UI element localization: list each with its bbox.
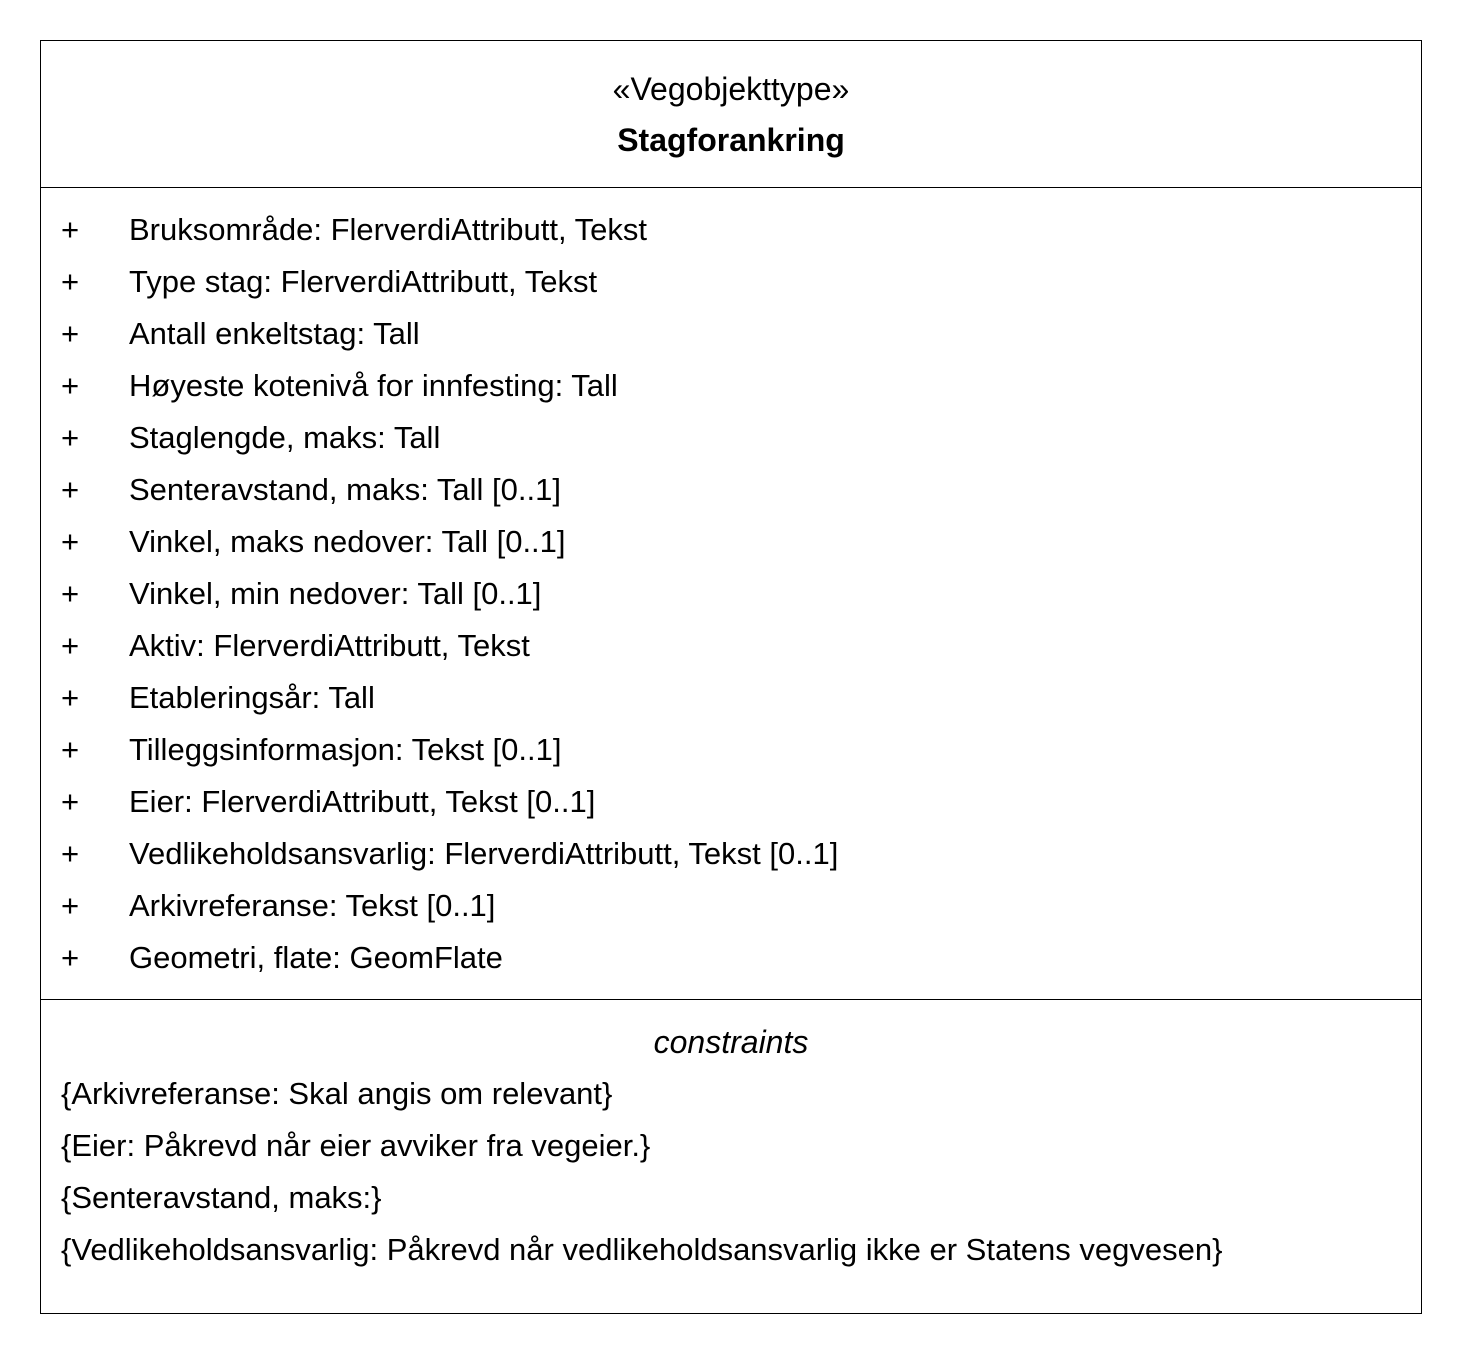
attribute-text: Staglengde, maks: Tall [129,420,441,455]
attribute-text: Arkivreferanse: Tekst [0..1] [129,888,496,923]
attribute-row [41,360,1421,412]
attribute-visibility: + [61,628,80,663]
class-stereotype: «Vegobjekttype» [612,71,850,107]
class-name: Stagforankring [617,122,845,158]
attribute-visibility: + [61,368,80,403]
constraint-item: {Eier: Påkrevd når eier avviker fra vegeier.} [61,1128,651,1163]
attribute-visibility: + [61,264,80,299]
attribute-text: Antall enkeltstag: Tall [129,316,420,351]
attribute-text: Type stag: FlerverdiAttributt, Tekst [129,264,598,299]
attribute-visibility: + [61,212,80,247]
attribute-text: Etableringsår: Tall [129,680,375,715]
attribute-row [41,672,1421,724]
attribute-visibility: + [61,420,80,455]
attribute-row [41,308,1421,360]
attribute-text: Aktiv: FlerverdiAttributt, Tekst [129,628,530,663]
attribute-row [41,204,1421,256]
constraint-item: {Vedlikeholdsansvarlig: Påkrevd når vedlikeholdsansvarlig ikke er Statens vegvesen} [61,1232,1223,1267]
attribute-visibility: + [61,732,80,767]
attribute-text: Eier: FlerverdiAttributt, Tekst [0..1] [129,784,596,819]
attribute-row [41,568,1421,620]
constraint-item: {Arkivreferanse: Skal angis om relevant} [61,1076,613,1111]
attribute-visibility: + [61,836,80,871]
attribute-text: Bruksområde: FlerverdiAttributt, Tekst [129,212,647,247]
attribute-row [41,776,1421,828]
attribute-visibility: + [61,472,80,507]
attribute-compartment [41,188,1421,1000]
attribute-text: Vinkel, maks nedover: Tall [0..1] [129,524,566,559]
attribute-visibility: + [61,316,80,351]
attribute-row [41,828,1421,880]
attribute-visibility: + [61,576,80,611]
attribute-visibility: + [61,784,80,819]
attribute-visibility: + [61,680,80,715]
constraint-item: {Senteravstand, maks:} [61,1180,382,1215]
attribute-row [41,464,1421,516]
constraints-title: constraints [653,1024,809,1060]
attribute-row [41,932,1421,984]
attribute-text: Senteravstand, maks: Tall [0..1] [129,472,561,507]
attribute-visibility: + [61,940,80,975]
class-header [41,41,1421,188]
attribute-row [41,880,1421,932]
attribute-text: Tilleggsinformasjon: Tekst [0..1] [129,732,562,767]
attribute-row [41,620,1421,672]
attribute-text: Geometri, flate: GeomFlate [129,940,503,975]
attribute-row [41,256,1421,308]
attribute-text: Vedlikeholdsansvarlig: FlerverdiAttributt, Tekst [0..1] [129,836,839,871]
attribute-row [41,516,1421,568]
attribute-text: Vinkel, min nedover: Tall [0..1] [129,576,542,611]
attribute-row [41,724,1421,776]
uml-class-box [40,40,1422,1314]
attribute-row [41,412,1421,464]
attribute-visibility: + [61,524,80,559]
attribute-visibility: + [61,888,80,923]
attribute-text: Høyeste kotenivå for innfesting: Tall [129,368,618,403]
constraints-compartment [41,1000,1421,1313]
